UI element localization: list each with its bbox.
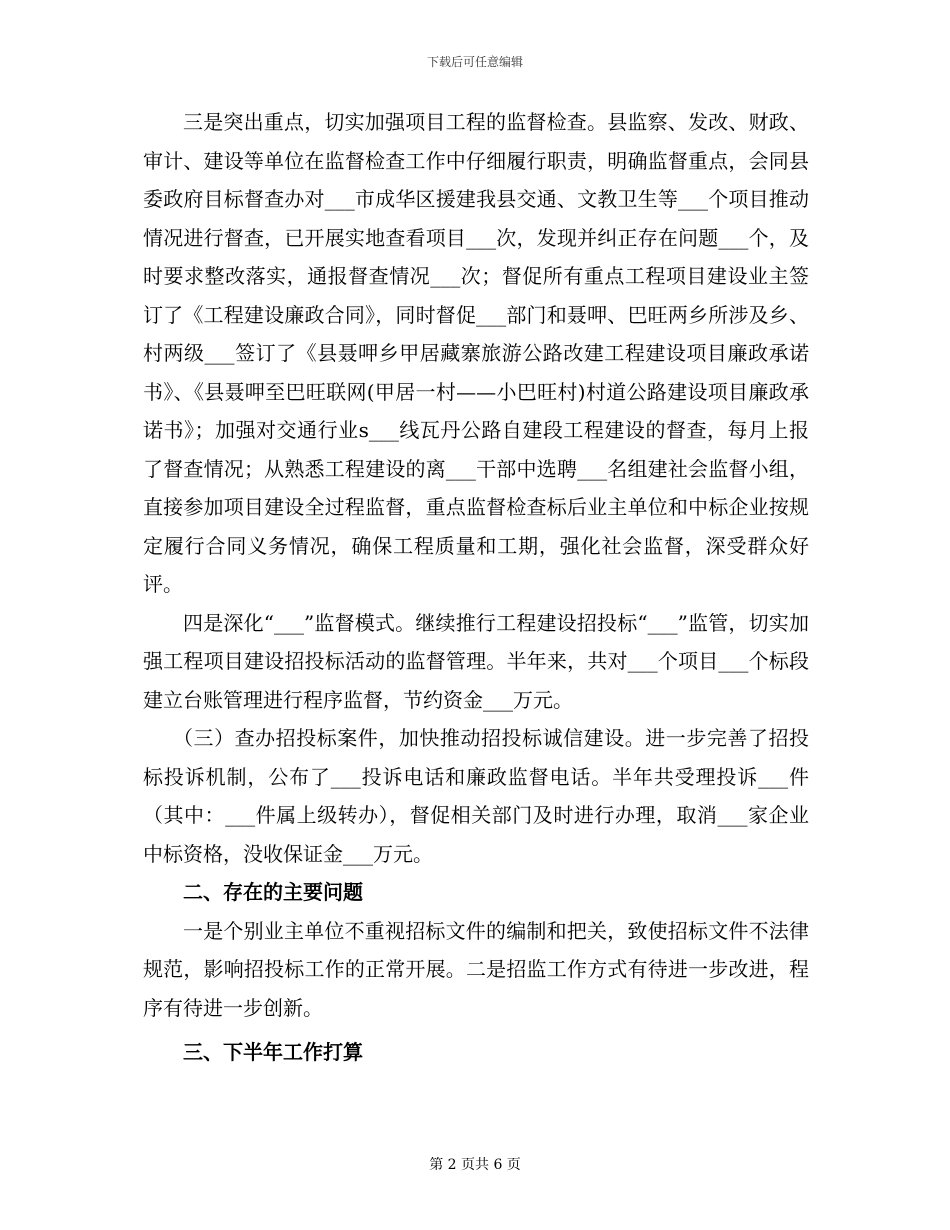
paragraph-problems: 一是个别业主单位不重视招标文件的编制和把关，致使招标文件不法律规范，影响招投标工作的正常开展。二是招监工作方式有待进一步改进，程序有待进一步创新。 <box>143 918 809 1020</box>
document-body <box>143 103 809 1072</box>
page-number: 第 2 页共 6 页 <box>429 1157 521 1173</box>
paragraph-complaint-cases: （三）查办招投标案件，加快推动招投标诚信建设。进一步完善了招投标投诉机制，公布了___投诉电话和廉政监督电话。半年共受理投诉___件（其中：___件属上级转办），督促相关部门及时进行办理，取消___家企业中标资格，没收保证金___万元。 <box>143 726 809 866</box>
section-heading-problems: 二、存在的主要问题 <box>183 880 363 904</box>
paragraph-supervision-mode: 四是深化“___”监督模式。继续推行工程建设招投标“___”监管，切实加强工程项目建设招投标活动的监督管理。半年来，共对___个项目___个标段建立台账管理进行程序监督，节约资金___万元。 <box>143 610 809 712</box>
section-heading-plan: 三、下半年工作打算 <box>183 1040 363 1064</box>
paragraph-supervision: 三是突出重点，切实加强项目工程的监督检查。县监察、发改、财政、审计、建设等单位在监督检查工作中仔细履行职责，明确监督重点，会同县委政府目标督查办对___市成华区援建我县交通、文教卫生等___个项目推动情况进行督查，已开展实地查看项目___次，发现并纠正存在问题___个，及时要求整改落实，通报督查情况___次；督促所有重点工程项目建设业主签订了《工程建设廉政合同》，同时督促___部门和聂呷、巴旺两乡所涉及乡、村两级___签订了《县聂呷乡甲居藏寨旅游公路改建工程建设项目廉政承诺书》、《县聂呷至巴旺联网(甲居一村——小巴旺村)村道公路建设项目廉政承诺书》；加强对交通行业s___线瓦丹公路自建段工程建设的督查，每月上报了督查情况；从熟悉工程建设的离___干部中选聘___名组建社会监督小组，直接参加项目建设全过程监督，重点监督检查标后业主单位和中标企业按规定履行合同义务情况，确保工程质量和工期，强化社会监督，深受群众好评。 <box>143 110 809 596</box>
page-header: 下载后可任意编辑 <box>426 55 523 69</box>
